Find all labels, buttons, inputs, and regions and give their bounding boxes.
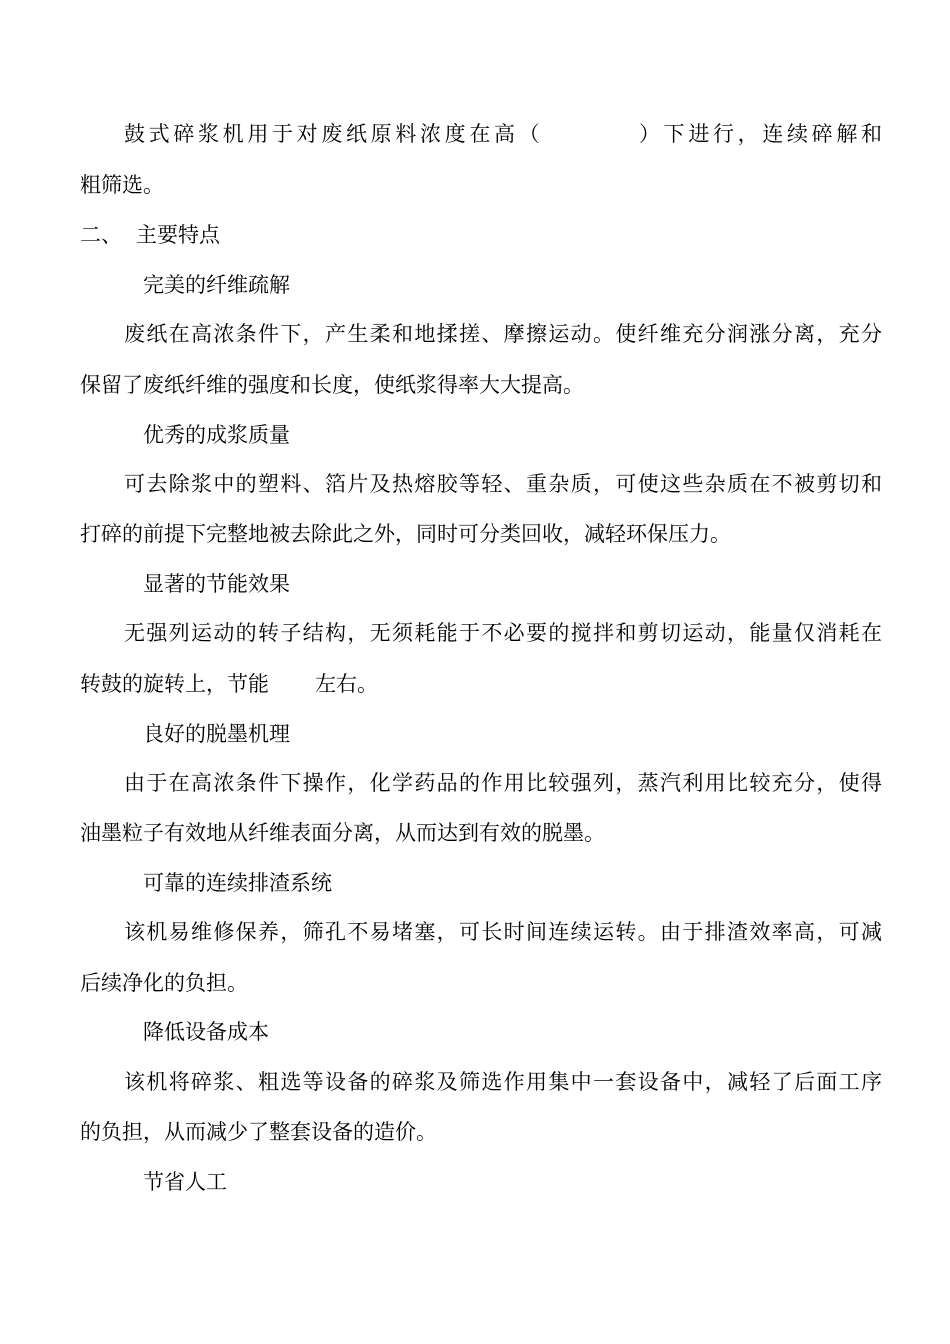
- feature-text-line: 该机易维修保养，筛孔不易堵塞，可长时间连续运转。由于排渣效率高，可减: [124, 920, 882, 944]
- feature-text-line: [80, 671, 378, 697]
- feature-heading: 显著的节能效果: [143, 572, 290, 596]
- feature-heading: 降低设备成本: [143, 1020, 269, 1044]
- feature-text-end: 左右。: [315, 672, 378, 696]
- intro-line-2: 粗筛选。: [80, 173, 164, 197]
- feature-text-line: 该机将碎浆、粗选等设备的碎浆及筛选作用集中一套设备中，减轻了后面工序: [124, 1070, 882, 1094]
- feature-heading: 完美的纤维疏解: [143, 273, 290, 297]
- feature-text-line: 可去除浆中的塑料、箔片及热熔胶等轻、重杂质，可使这些杂质在不被剪切和: [124, 472, 882, 496]
- feature-text-line: 废纸在高浓条件下，产生柔和地揉搓、摩擦运动。使纤维充分润涨分离，充分: [124, 322, 882, 346]
- feature-text-start: 转鼓的旋转上，节能: [80, 672, 269, 696]
- feature-heading: 优秀的成浆质量: [143, 423, 290, 447]
- feature-heading: 节省人工: [143, 1170, 227, 1194]
- feature-heading: 良好的脱墨机理: [143, 722, 290, 746]
- section-title: 主要特点: [136, 223, 220, 247]
- intro-text-end: ）下进行，连续碎解和: [635, 122, 883, 146]
- section-number: 二、: [80, 223, 122, 247]
- feature-text-line: 油墨粒子有效地从纤维表面分离，从而达到有效的脱墨。: [80, 821, 605, 845]
- section-heading: [80, 222, 220, 248]
- feature-text-line: 打碎的前提下完整地被去除此之外，同时可分类回收，减轻环保压力。: [80, 522, 731, 546]
- intro-text-start: 鼓式碎浆机用于对废纸原料浓度在高（: [124, 122, 544, 146]
- intro-line-1: [124, 121, 882, 147]
- feature-text-line: 由于在高浓条件下操作，化学药品的作用比较强列，蒸汽利用比较充分，使得: [124, 771, 882, 795]
- feature-text-line: 无强列运动的转子结构，无须耗能于不必要的搅拌和剪切运动，能量仅消耗在: [124, 621, 882, 645]
- feature-text-line: 的负担，从而减少了整套设备的造价。: [80, 1120, 437, 1144]
- feature-text-line: 后续净化的负担。: [80, 971, 248, 995]
- feature-text-line: 保留了废纸纤维的强度和长度，使纸浆得率大大提高。: [80, 373, 584, 397]
- feature-heading: 可靠的连续排渣系统: [143, 871, 332, 895]
